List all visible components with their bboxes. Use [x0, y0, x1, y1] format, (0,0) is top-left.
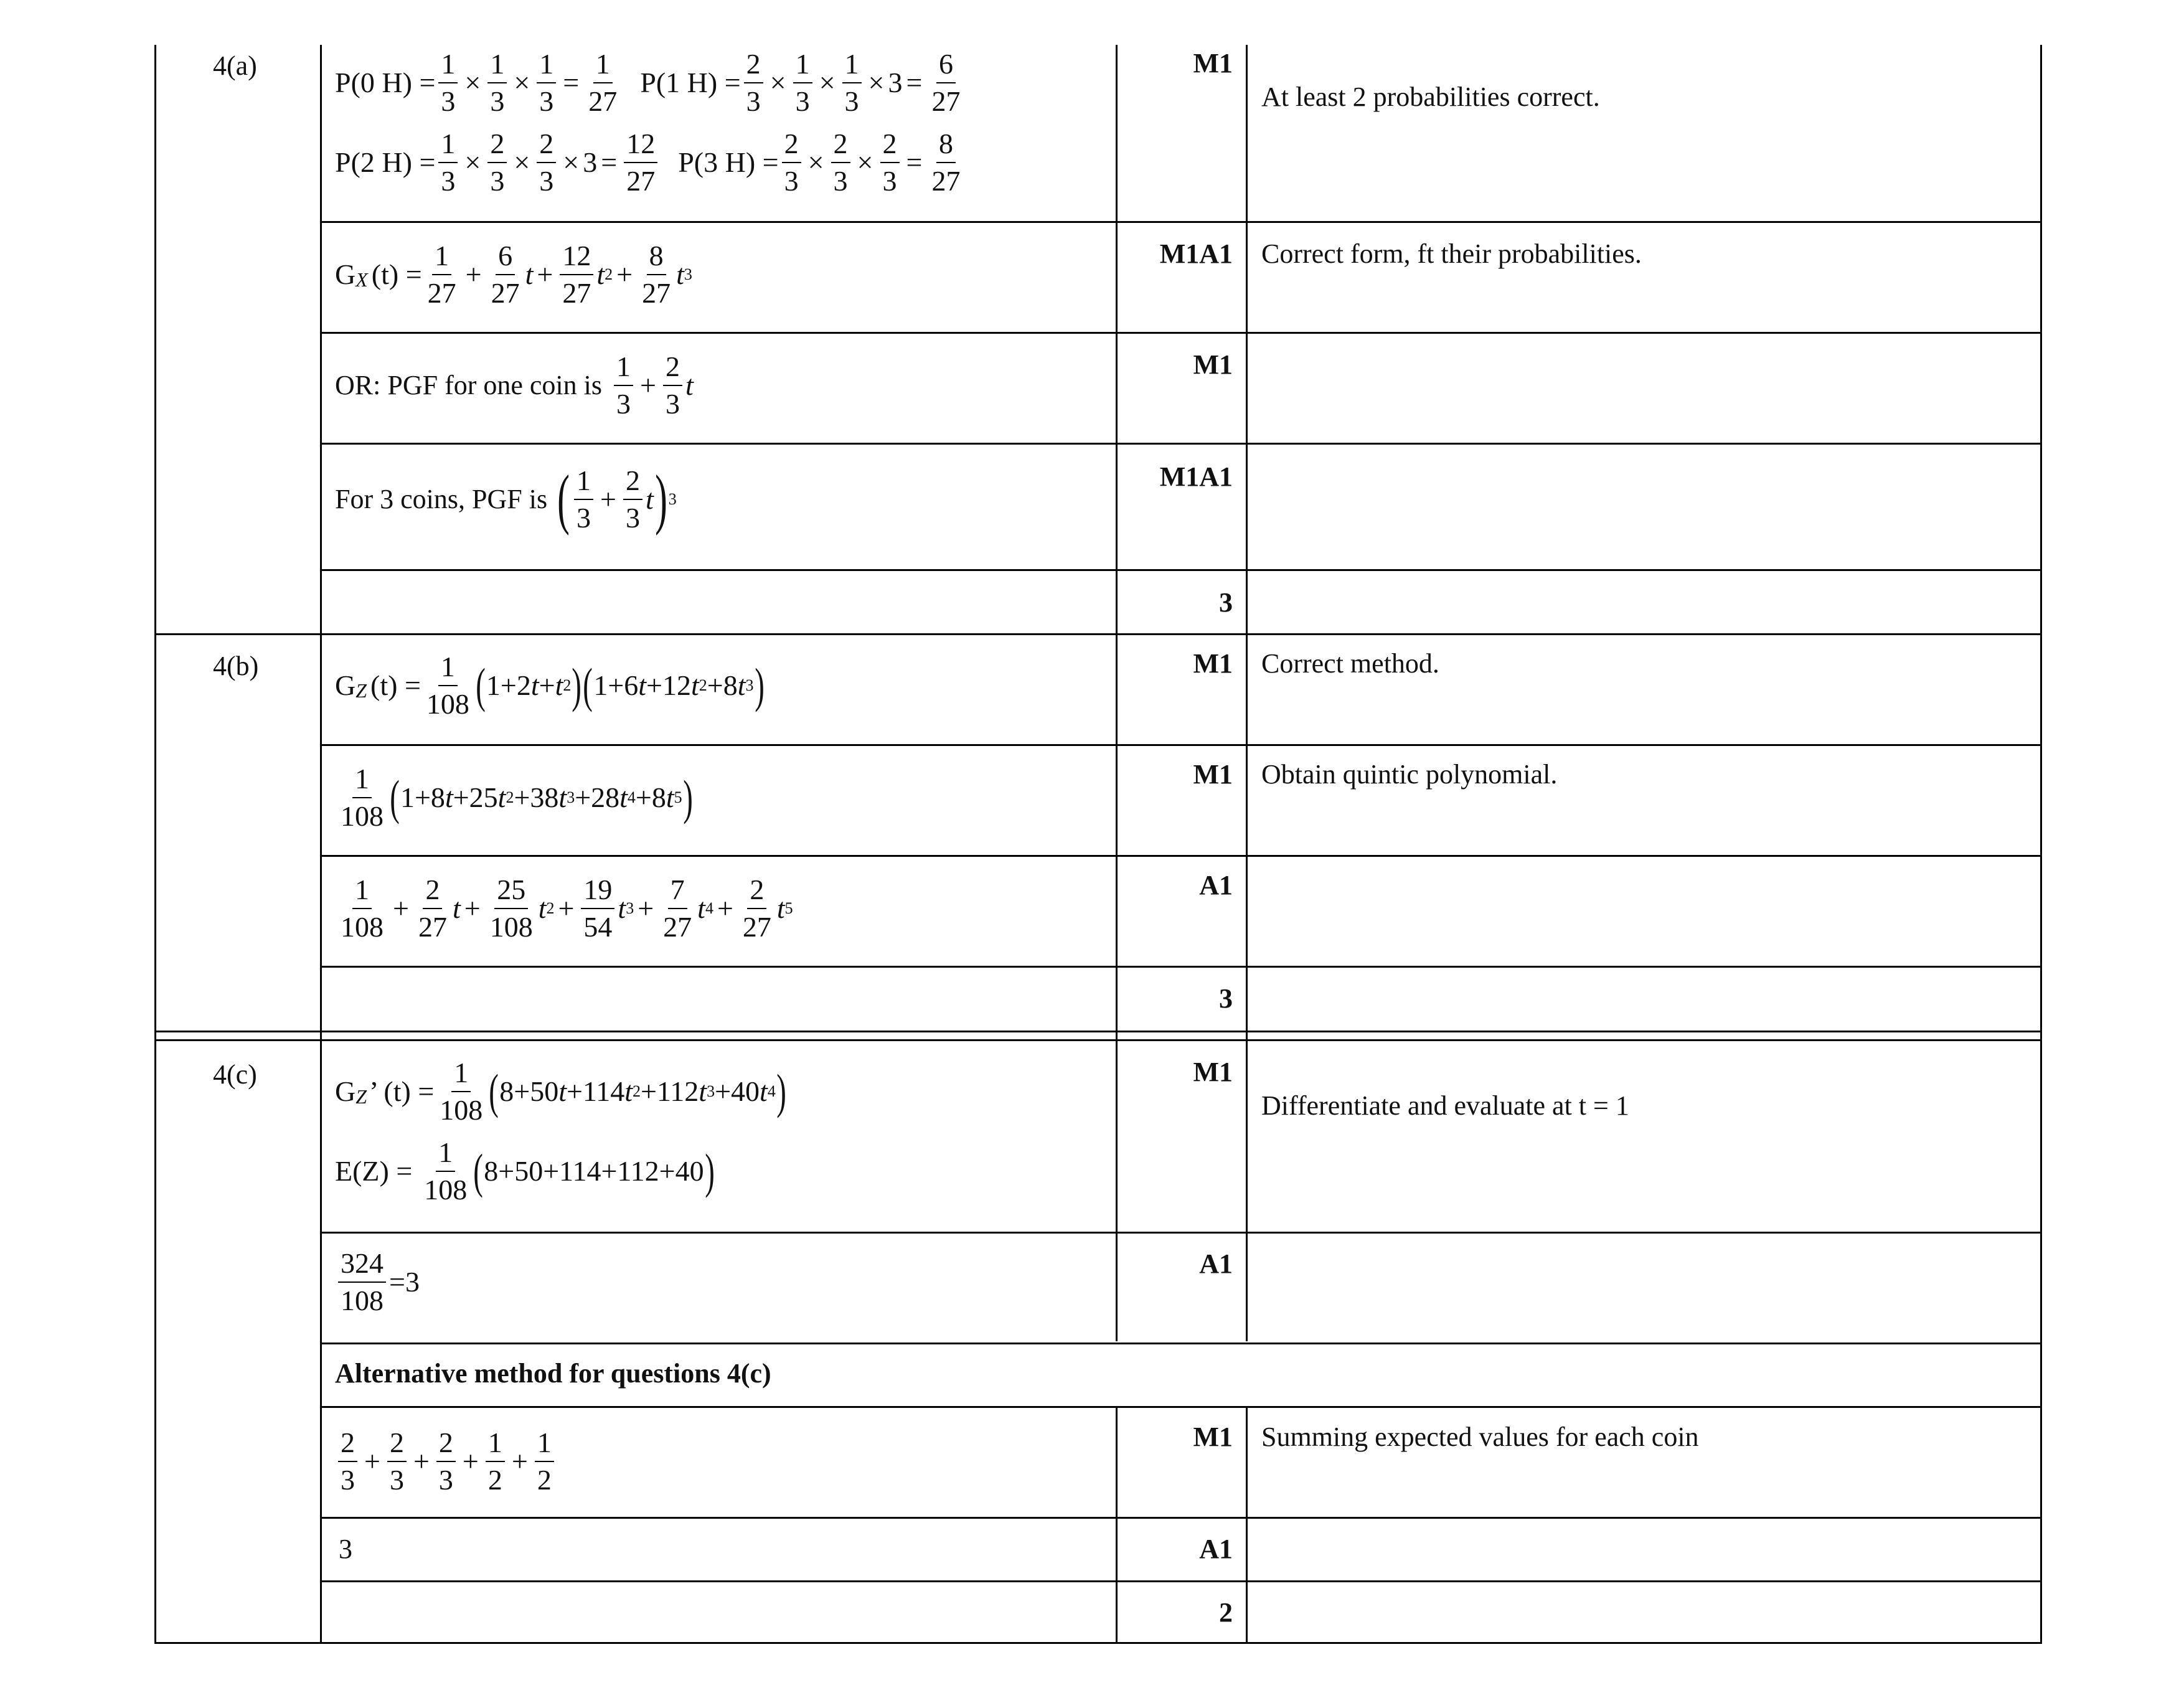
row-line — [320, 744, 2042, 746]
answer-4c-derivative: G Z ’ (t) = $\frac{1}{108}$ ( 8+50 t +114 t 2 +112 t 3 +40 t 4 ) — [335, 1057, 786, 1126]
row-line — [320, 1406, 2042, 1408]
comment-4c-r1: Differentiate and evaluate at t = 1 — [1261, 1090, 1629, 1121]
p0-label: P(0 H) = — [335, 67, 436, 99]
question-label-4c: 4(c) — [213, 1059, 257, 1090]
fraction: $\frac{6}{27}$ — [931, 48, 961, 117]
fraction: $\frac{1}{3}$ — [793, 50, 812, 116]
fraction: $\frac{1}{3}$ — [438, 50, 458, 116]
fraction: $\frac{2}{27}$ — [742, 874, 771, 943]
fraction: $\frac{1}{108}$ — [424, 1136, 468, 1206]
mark-4c-r1: M1 — [1193, 1057, 1233, 1087]
p2-label: P(2 H) = — [335, 146, 436, 179]
answer-4c-result: $\frac{324}{108}$ =3 — [335, 1248, 420, 1315]
row-line — [320, 221, 2042, 223]
outer-left-border — [154, 45, 156, 1644]
fraction: $\frac{1}{3}$ — [537, 50, 556, 116]
fraction: $\frac{1}{2}$ — [535, 1428, 554, 1494]
row-line — [320, 966, 2042, 968]
answer-4b-quintic: $\frac{1}{108}$ ( 1+8 t +25 t 2 +38 t 3 +28 t 4 +8 t 5 ) — [335, 763, 694, 831]
section-line — [154, 633, 2042, 635]
fraction: $\frac{12}{27}$ — [624, 130, 657, 196]
p1-label: P(1 H) = — [640, 67, 741, 99]
fraction: $\frac{2}{3}$ — [487, 130, 507, 196]
mark-4a-r3: M1 — [1193, 349, 1233, 380]
answer-4b-product: G Z (t) = $\frac{1}{108}$ ( 1+2 t + t 2 ) ( 1+6 t +12 t 2 +8 t 3 ) — [335, 651, 765, 720]
fraction: $\frac{2}{3}$ — [387, 1428, 407, 1494]
column-divider-answer-lower — [1116, 1407, 1118, 1644]
fraction: $\frac{1}{2}$ — [486, 1428, 505, 1494]
total-4a: 3 — [1219, 587, 1233, 618]
comment-4b-r1: Correct method. — [1261, 648, 1439, 679]
answer-4a-or-pgf-one-coin: OR: PGF for one coin is $\frac{1}{3}$ + $\frac{2}{3}$ t — [335, 351, 694, 420]
mark-4b-r2: M1 — [1193, 759, 1233, 790]
question-label-4a: 4(a) — [213, 50, 257, 81]
column-divider-marks-lower — [1246, 1407, 1248, 1644]
fraction: $\frac{2}{3}$ — [436, 1428, 456, 1494]
fraction: $\frac{2}{3}$ — [880, 130, 900, 196]
outer-right-border — [2040, 45, 2042, 1644]
fraction: $\frac{1}{108}$ — [341, 763, 384, 832]
fraction: $\frac{2}{27}$ — [418, 874, 447, 943]
mark-4a-r4: M1A1 — [1159, 461, 1233, 492]
fraction: $\frac{2}{3}$ — [338, 1428, 357, 1494]
answer-4a-probabilities-line1: P(0 H) = $\frac{1}{3}$ × $\frac{1}{3}$ × $\frac{1}{3}$ = $\frac{1}{27}$ P(1 H) = $\frac{2}{3}$ × $\frac{1}{3}$ × $\frac{1}{3}$ × 3 = $\frac{6}{27}$ — [335, 50, 966, 116]
answer-4a-probabilities-line2: P(2 H) = $\frac{1}{3}$ × $\frac{2}{3}$ × $\frac{2}{3}$ × 3 = $\frac{12}{27}$ P(3 H) = $\frac{2}{3}$ × $\frac{2}{3}$ × $\frac{2}{3}$ = $\frac{8}{27}$ — [335, 130, 966, 196]
fraction: $\frac{7}{27}$ — [663, 874, 692, 943]
fraction: $\frac{1}{108}$ — [426, 651, 469, 720]
row-line — [320, 443, 2042, 445]
fraction: $\frac{1}{3}$ — [614, 352, 633, 418]
fraction: $\frac{1}{3}$ — [487, 50, 507, 116]
mark-4c-r4: A1 — [1199, 1534, 1233, 1564]
answer-4c-expectation: E(Z) = $\frac{1}{108}$ ( 8+50+114+112+40 ) — [335, 1136, 715, 1206]
comment-4c-r3: Summing expected values for each coin — [1261, 1422, 1699, 1452]
column-divider-marks — [1246, 45, 1248, 1341]
row-line — [320, 855, 2042, 857]
fraction: $\frac{6}{27}$ — [491, 240, 520, 309]
answer-4b-expanded: $\frac{1}{108}$ + $\frac{2}{27}$ t + $\frac{25}{108}$ t 2 + $\frac{19}{54}$ t 3 + $\frac{7}{27}$ t 4 + $\frac{2}{27}$ t 5 — [335, 874, 793, 942]
question-label-4b: 4(b) — [213, 651, 259, 681]
row-line — [320, 1517, 2042, 1519]
mark-4c-r2: A1 — [1199, 1248, 1233, 1279]
fraction: $\frac{2}{3}$ — [831, 130, 850, 196]
column-divider-answer — [1116, 45, 1118, 1341]
row-line — [320, 1580, 2042, 1582]
comment-4a-r2: Correct form, ft their probabilities. — [1261, 238, 1642, 269]
fraction: $\frac{12}{27}$ — [560, 242, 593, 308]
row-line — [320, 1232, 2042, 1234]
fraction: $\frac{1}{3}$ — [438, 130, 458, 196]
answer-4c-alt-value: 3 — [339, 1534, 352, 1564]
bottom-border — [154, 1642, 2042, 1644]
fraction: $\frac{2}{3}$ — [623, 466, 642, 532]
fraction: $\frac{2}{3}$ — [744, 50, 763, 116]
mark-4a-r1: M1 — [1193, 48, 1233, 78]
fraction: $\frac{25}{108}$ — [489, 874, 533, 943]
answer-4a-pgf-three-coins: For 3 coins, PGF is ( $\frac{1}{3}$ + $\frac{2}{3}$ t ) 3 — [335, 462, 677, 536]
column-divider-question — [320, 45, 322, 1644]
fraction: $\frac{1}{27}$ — [427, 240, 456, 309]
p3-label: P(3 H) = — [678, 146, 779, 179]
fraction: $\frac{1}{3}$ — [574, 466, 593, 532]
alternative-method-heading: Alternative method for questions 4(c) — [335, 1358, 771, 1389]
row-line — [320, 1343, 2042, 1344]
fraction: $\frac{324}{108}$ — [338, 1249, 386, 1315]
fraction: $\frac{2}{3}$ — [663, 352, 682, 418]
fraction: $\frac{8}{27}$ — [642, 240, 671, 309]
mark-4a-r2: M1A1 — [1159, 238, 1233, 269]
answer-4a-pgf: G X (t) = $\frac{1}{27}$ + $\frac{6}{27}$ t + $\frac{12}{27}$ t 2 + $\frac{8}{27}$ t 3 — [335, 240, 692, 309]
total-4c: 2 — [1219, 1597, 1233, 1628]
mark-4c-r3: M1 — [1193, 1422, 1233, 1452]
row-line — [320, 332, 2042, 334]
total-4b: 3 — [1219, 983, 1233, 1014]
fraction: $\frac{1}{108}$ — [440, 1057, 483, 1126]
fraction: $\frac{19}{54}$ — [581, 876, 614, 942]
fraction: $\frac{1}{27}$ — [588, 48, 618, 117]
answer-4c-alt-sum: $\frac{2}{3}$ + $\frac{2}{3}$ + $\frac{2}{3}$ + $\frac{1}{2}$ + $\frac{1}{2}$ — [335, 1427, 557, 1494]
comment-4b-r2: Obtain quintic polynomial. — [1261, 759, 1558, 790]
mark-4b-r1: M1 — [1193, 648, 1233, 679]
mark-4b-r3: A1 — [1199, 870, 1233, 900]
comment-4a-r1: At least 2 probabilities correct. — [1261, 82, 1600, 112]
fraction: $\frac{2}{3}$ — [782, 130, 801, 196]
section-double-line-top — [154, 1031, 2042, 1032]
fraction: $\frac{1}{108}$ — [341, 874, 384, 943]
fraction: $\frac{8}{27}$ — [931, 128, 961, 197]
row-line — [320, 569, 2042, 571]
fraction: $\frac{1}{3}$ — [842, 50, 862, 116]
section-double-line-bottom — [154, 1039, 2042, 1041]
fraction: $\frac{2}{3}$ — [537, 130, 556, 196]
